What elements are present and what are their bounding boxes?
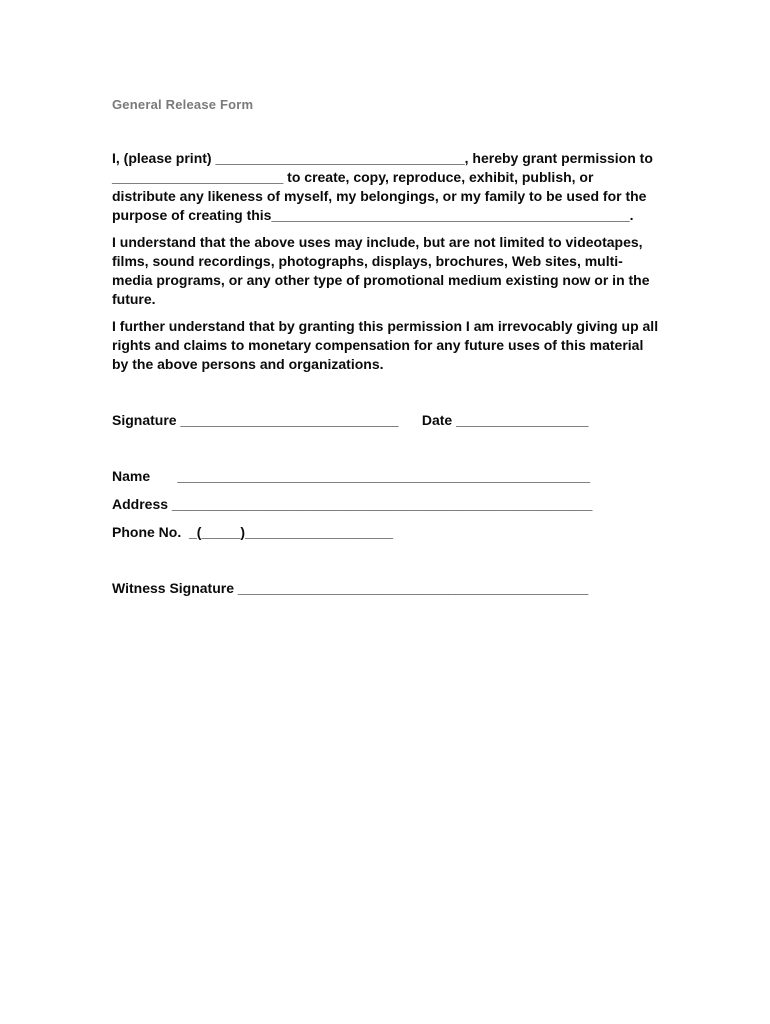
signature-date-row: [112, 411, 660, 430]
phone-label: Phone No.: [112, 524, 189, 540]
grant-paragraph: [112, 149, 660, 225]
witness-signature-blank[interactable]: _____________________________________________: [237, 580, 589, 596]
signature-blank[interactable]: ____________________________: [180, 412, 399, 428]
signature-date-gap: [398, 412, 421, 428]
printed-name-blank[interactable]: ________________________________: [215, 150, 465, 166]
witness-signature-row: [112, 579, 660, 598]
phone-row: [112, 523, 660, 542]
waiver-paragraph: I further understand that by granting this permission I am irrevocably giving up all rights and claims to monetary compensation for any future uses of this material by the above persons and organizations.: [112, 318, 662, 372]
uses-paragraph: I understand that the above uses may include, but are not limited to videotapes, films, sound recordings, photographs, displays, brochures, Web sites, multi-media programs, or any other type of promotional medium existing now or in the future.: [112, 234, 654, 307]
name-row: [112, 467, 660, 486]
grantee-blank[interactable]: ______________________: [112, 169, 284, 185]
phone-blank[interactable]: _(_____)___________________: [189, 524, 393, 540]
address-label: Address: [112, 496, 172, 512]
grant-uses-text: to create, copy, reproduce, exhibit, publish, or distribute any likeness of myself, my belongings, or my family to be used for the purpose of creating this: [112, 169, 651, 223]
address-blank[interactable]: ______________________________________________________: [171, 496, 593, 512]
date-blank[interactable]: _________________: [456, 412, 589, 428]
date-label: Date: [421, 412, 457, 428]
address-row: [112, 495, 660, 514]
name-label: Name: [112, 468, 178, 484]
name-blank[interactable]: _____________________________________________________: [177, 468, 591, 484]
signature-label: Signature: [112, 412, 181, 428]
grant-permission-text: , hereby grant permission to: [464, 150, 657, 166]
purpose-blank[interactable]: ______________________________________________: [271, 207, 630, 223]
witness-signature-label: Witness Signature: [112, 580, 238, 596]
grant-intro-text: I, (please print): [112, 150, 216, 166]
grant-period: .: [629, 207, 634, 223]
form-title: General Release Form: [112, 97, 254, 112]
document-content: [112, 97, 660, 598]
